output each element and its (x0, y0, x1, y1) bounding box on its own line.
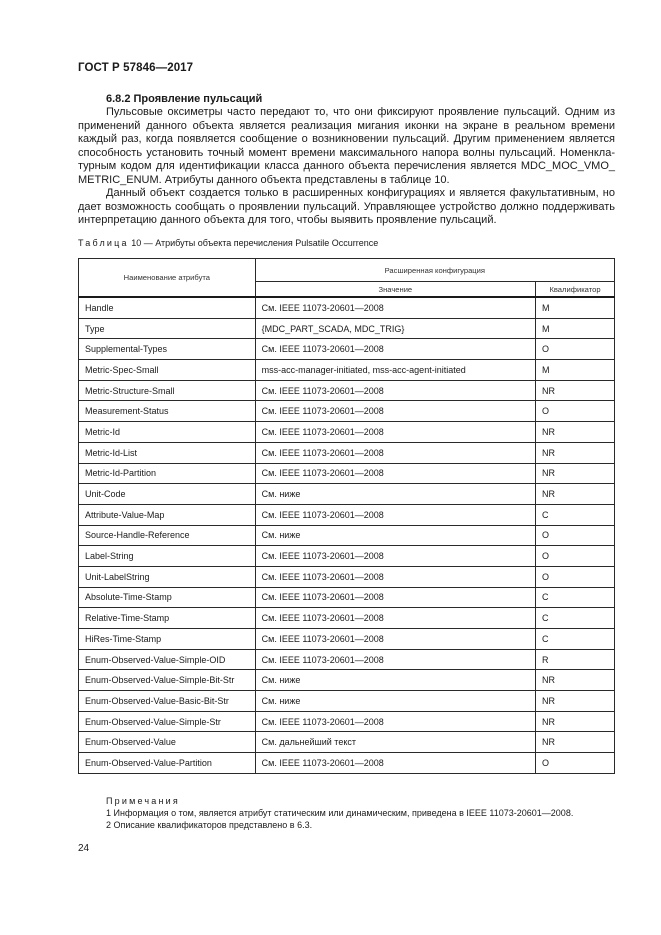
cell-attribute-name: Supplemental-Types (79, 339, 256, 360)
notes-title: Примечания (106, 796, 180, 806)
table-row (79, 525, 615, 546)
table-header-row (79, 259, 615, 282)
cell-qualifier: R (536, 649, 615, 670)
table-row (79, 753, 615, 774)
cell-qualifier: C (536, 587, 615, 608)
cell-attribute-name: Metric-Structure-Small (79, 380, 256, 401)
body-paragraph-2 (78, 187, 615, 228)
cell-qualifier: C (536, 608, 615, 629)
table-body (79, 297, 615, 773)
cell-attribute-name: Enum-Observed-Value (79, 732, 256, 753)
cell-qualifier: NR (536, 422, 615, 443)
table-caption-label: Таблица (78, 238, 129, 248)
header-extended-config: Расширенная конфигурация (255, 259, 614, 282)
cell-qualifier: NR (536, 442, 615, 463)
table-row (79, 380, 615, 401)
cell-value: См. IEEE 11073-20601—2008 (255, 753, 535, 774)
cell-value: См. IEEE 11073-20601—2008 (255, 608, 535, 629)
table-row (79, 649, 615, 670)
header-qualifier: Квалификатор (536, 282, 615, 298)
table-row (79, 504, 615, 525)
table-row (79, 463, 615, 484)
cell-value: См. IEEE 11073-20601—2008 (255, 339, 535, 360)
table-row (79, 732, 615, 753)
cell-attribute-name: Label-String (79, 546, 256, 567)
table-caption-text: 10 — Атрибуты объекта перечисления Pulsatile Occurrence (128, 238, 379, 248)
cell-value: См. IEEE 11073-20601—2008 (255, 711, 535, 732)
cell-value: См. IEEE 11073-20601—2008 (255, 587, 535, 608)
cell-value: См. ниже (255, 691, 535, 712)
cell-value: См. IEEE 11073-20601—2008 (255, 629, 535, 650)
cell-attribute-name: Enum-Observed-Value-Simple-OID (79, 649, 256, 670)
table-row (79, 422, 615, 443)
cell-value: См. дальнейший текст (255, 732, 535, 753)
table-row (79, 318, 615, 339)
cell-value: См. IEEE 11073-20601—2008 (255, 422, 535, 443)
table-row (79, 339, 615, 360)
note-item: 1 Информация о том, является атрибут статическим или динамическим, приведена в IEEE 11073-20601—2008. (106, 808, 574, 818)
cell-qualifier: O (536, 401, 615, 422)
cell-attribute-name: Attribute-Value-Map (79, 504, 256, 525)
paragraph-text: Пульсовые оксиметры часто передают то, что они фиксируют проявление пульсаций. Одним из применений данного объекта является реализация мигания иконки на экране в реальном времени каждый раз, когда появляется сообщение о возникновении пульсаций. Другим применением является способность установить точный момент времени максимального напора волны пульсаций. Номенкла-турным кодом для идентификации класса данного объекта перечисления является MDC_MOC_VMO_ METRIC_ENUM. Атрибуты данного объекта представлены в таблице 10. (78, 106, 615, 186)
cell-attribute-name: Unit-LabelString (79, 566, 256, 587)
cell-attribute-name: Absolute-Time-Stamp (79, 587, 256, 608)
cell-value: См. ниже (255, 670, 535, 691)
cell-value: См. IEEE 11073-20601—2008 (255, 546, 535, 567)
paragraph-text: Данный объект создается только в расширенных конфигурациях и является факультативным, но дает возможность сообщать о проявлении пульсаций. Управляющее устройство должно поддерживать интерпретацию данного объекта для того, чтобы выявить проявление пульсаций. (78, 187, 615, 227)
table-row (79, 297, 615, 318)
cell-qualifier: C (536, 629, 615, 650)
table-row (79, 608, 615, 629)
table-row (79, 629, 615, 650)
cell-qualifier: O (536, 753, 615, 774)
table-row (79, 546, 615, 567)
cell-attribute-name: Enum-Observed-Value-Simple-Bit-Str (79, 670, 256, 691)
cell-qualifier: NR (536, 732, 615, 753)
cell-attribute-name: Measurement-Status (79, 401, 256, 422)
note-item: 2 Описание квалификаторов представлено в 6.3. (106, 820, 313, 830)
table-row (79, 442, 615, 463)
cell-qualifier: NR (536, 670, 615, 691)
cell-qualifier: O (536, 525, 615, 546)
table-row (79, 484, 615, 505)
cell-attribute-name: Enum-Observed-Value-Simple-Str (79, 711, 256, 732)
table-row (79, 670, 615, 691)
cell-attribute-name: Metric-Spec-Small (79, 360, 256, 381)
table-row (79, 566, 615, 587)
section-title: 6.8.2 Проявление пульсаций (106, 93, 263, 105)
cell-qualifier: M (536, 360, 615, 381)
cell-value: См. IEEE 11073-20601—2008 (255, 380, 535, 401)
cell-value: См. IEEE 11073-20601—2008 (255, 401, 535, 422)
table-row (79, 401, 615, 422)
cell-qualifier: O (536, 339, 615, 360)
cell-qualifier: C (536, 504, 615, 525)
cell-value: См. IEEE 11073-20601—2008 (255, 463, 535, 484)
cell-qualifier: NR (536, 484, 615, 505)
table-row (79, 691, 615, 712)
cell-qualifier: M (536, 318, 615, 339)
cell-attribute-name: Enum-Observed-Value-Partition (79, 753, 256, 774)
cell-value: См. IEEE 11073-20601—2008 (255, 297, 535, 318)
notes-block (106, 795, 573, 831)
cell-attribute-name: Enum-Observed-Value-Basic-Bit-Str (79, 691, 256, 712)
cell-qualifier: O (536, 566, 615, 587)
cell-qualifier: M (536, 297, 615, 318)
cell-attribute-name: Source-Handle-Reference (79, 525, 256, 546)
cell-attribute-name: Type (79, 318, 256, 339)
cell-qualifier: NR (536, 463, 615, 484)
cell-value: См. IEEE 11073-20601—2008 (255, 649, 535, 670)
cell-value: mss-acc-manager-initiated, mss-acc-agent-initiated (255, 360, 535, 381)
cell-qualifier: NR (536, 711, 615, 732)
cell-attribute-name: HiRes-Time-Stamp (79, 629, 256, 650)
body-paragraph-1 (78, 106, 615, 188)
cell-value: См. IEEE 11073-20601—2008 (255, 566, 535, 587)
header-attribute-name: Наименование атрибута (79, 259, 256, 298)
cell-value: См. IEEE 11073-20601—2008 (255, 442, 535, 463)
table-row (79, 711, 615, 732)
cell-value: {MDC_PART_SCADA, MDC_TRIG} (255, 318, 535, 339)
standard-code-header: ГОСТ Р 57846—2017 (78, 62, 194, 74)
cell-value: См. ниже (255, 484, 535, 505)
table-row (79, 587, 615, 608)
cell-attribute-name: Metric-Id (79, 422, 256, 443)
cell-attribute-name: Unit-Code (79, 484, 256, 505)
cell-attribute-name: Metric-Id-Partition (79, 463, 256, 484)
cell-value: См. ниже (255, 525, 535, 546)
cell-qualifier: NR (536, 380, 615, 401)
header-value: Значение (255, 282, 535, 298)
attributes-table (78, 258, 615, 774)
cell-value: См. IEEE 11073-20601—2008 (255, 504, 535, 525)
table-caption (78, 238, 378, 248)
cell-qualifier: NR (536, 691, 615, 712)
table-row (79, 360, 615, 381)
cell-attribute-name: Metric-Id-List (79, 442, 256, 463)
cell-attribute-name: Relative-Time-Stamp (79, 608, 256, 629)
page-number: 24 (78, 843, 90, 854)
cell-qualifier: O (536, 546, 615, 567)
cell-attribute-name: Handle (79, 297, 256, 318)
